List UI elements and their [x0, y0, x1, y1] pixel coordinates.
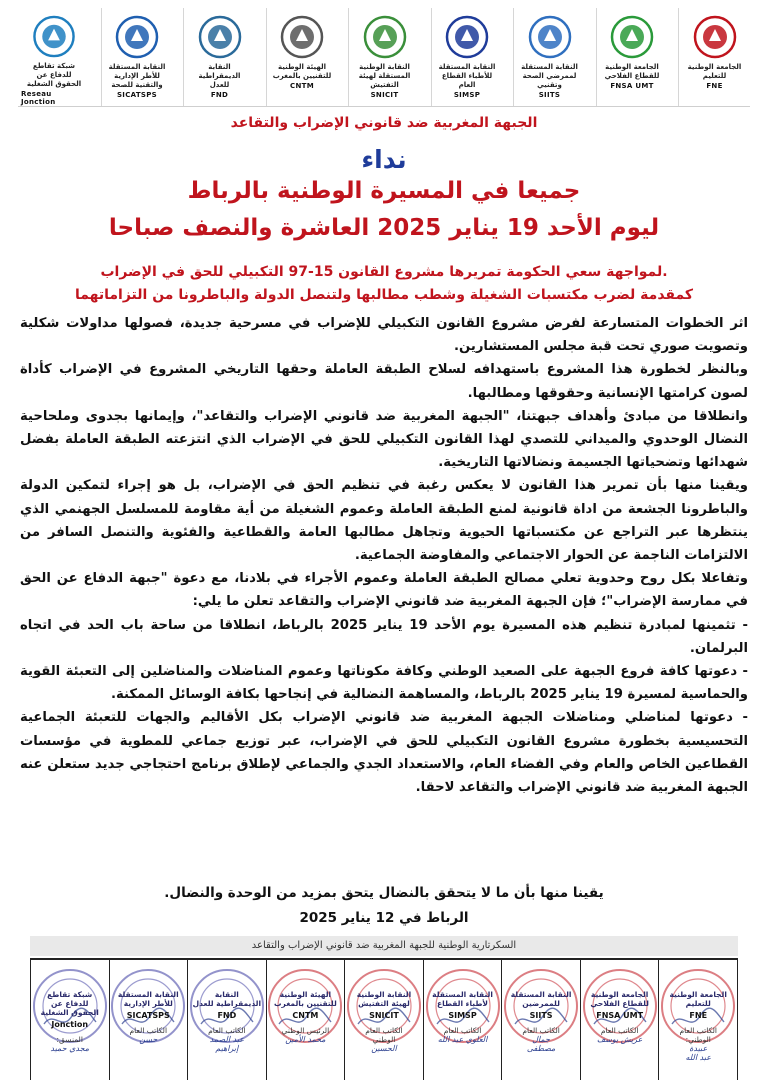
logo-name: النقابة المستقلة للأطباء القطاع العام [438, 63, 496, 89]
signatory-role: الكاتب العام [129, 1026, 168, 1035]
balance-emblem-icon [197, 14, 243, 60]
paragraph: اثر الخطوات المتسارعة لفرض مشروع القانون التكبيلي للإضراب في مسرحية جديدة، فصولها مداولات شكلية وتصويت صوري تحت قبة مجلس المستشارين. [20, 316, 748, 355]
signatory-name: عبيدة عبد الله [685, 1044, 711, 1062]
logo-name: النقابة المستقلة للأطر الإدارية والتقنية للصحة [108, 63, 166, 89]
signatory-role: المنسق: [56, 1035, 83, 1044]
paragraph: ويقينا منها بأن تمرير هذا القانون لا يعكس رغبة في تنظيم الحق في الإضراب، بل هو إجراء لتمكين الدولة والباطرونا الجشعة من اداة قانونية لمنع الطبقة العاملة وعموم الشغيلة من أية مقاومة للمسلسل الجهنمي الذي ينتظرها عبر التراجع عن مكتسباتها الحيوية وتجاهل مطالبها العامة والقطاعية والفئوية والتنصل السافر من الالتزامات الناجمة عن الحوار الاجتماعي والمفاوضة الجماعية. [20, 478, 748, 564]
org-logo [596, 8, 668, 106]
logo-code: Reseau Jonction [21, 90, 56, 106]
signatory-name: الحسين [371, 1044, 397, 1053]
logo-name: النقابة المستقلة لممرضي الصحة وتقنيي [521, 63, 578, 89]
place-date: الرباط في 12 يناير 2025 [299, 910, 469, 926]
signatory-name: مجدي حميد [50, 1044, 90, 1053]
signatory-code: SNICIT [369, 1011, 399, 1020]
paragraph: وانطلاقا من مبادئ وأهداف جبهتنا، "الجبهة المغربية ضد قانوني الإضراب والتقاعد"، وإيمانها بجدوى وملحاحية النضال الوحدوي والميداني للتصدي لهذا القانون التكبيلي للحق في الإضراب الذي انتزعته الطبقة العاملة بفضل شهدائها وتضحياتها الجسيمة ونضالاتها التاريخية. [20, 408, 748, 471]
signatory-code: FNE [689, 1011, 708, 1020]
signatory-role: الكاتب العام الوطني: [679, 1026, 717, 1044]
signatory-code: FNSA UMT [596, 1011, 644, 1020]
logo-code: FNE [706, 82, 723, 90]
logo-code: FNSA UMT [610, 82, 654, 90]
logo-code: CNTM [290, 82, 314, 90]
signatory-org: النقابة الوطنية لهيئة التفتيش [356, 990, 412, 1008]
statement-body [20, 312, 748, 799]
signature-table [30, 958, 738, 1080]
org-logo [101, 8, 173, 106]
signatory-name: عبد الصمد إبراهيم [209, 1035, 245, 1053]
signatory-name: محمد الأمين [285, 1035, 326, 1044]
org-logo [266, 8, 338, 106]
signatory-code: SIMSP [448, 1011, 477, 1020]
subtitle-1: لمواجهة سعي الحكومة تمريرها مشروع القانون 15-97 التكبيلي للحق في الإضراب. [100, 264, 668, 280]
signatory-code: SICATSPS [126, 1011, 170, 1020]
signatory-role: الكاتب العام الوطني [365, 1026, 403, 1044]
signatory-code: SIITS [529, 1011, 553, 1020]
signatory-name: عريش يوسف [596, 1035, 643, 1044]
signatory-cell [423, 960, 502, 1080]
paragraph: - دعوتها لمناضلي ومناضلات الجبهة المغربية ضد قانوني الإضراب بكل الأقاليم والجهات للتعبئة الجماعية التحسيسية بخطورة مشروع القانون التكبيلي للحق في الإضراب، عبر توزيع جماعي للمطوية في مؤسسات القطاعين الخاص والعام وفي الفضاء العام، والاستعداد الجدي والجماعي لإطلاق برنامج احتجاجي جديد ستعلن عنه الجبهة المغربية ضد قانوني الإضراب والتقاعد لاحقا. [20, 710, 748, 796]
signatory-name: حسن [139, 1035, 158, 1044]
headline-1: جميعا في المسيرة الوطنية بالرباط [187, 178, 581, 204]
front-name: الجبهة المغربية ضد قانوني الإضراب والتقاعد [230, 115, 538, 131]
logo-code: FND [210, 91, 229, 99]
logo-name: النقابة الديمقراطية للعدل [198, 63, 241, 89]
logo-name: شبكة تقاطع للدفاع عن الحقوق الشغلية [26, 62, 82, 88]
closing-line: يقينا منها بأن ما لا يتحقق بالنضال يتحق بمزيد من الوحدة والنضال. [164, 885, 604, 901]
signatory-code: Jonction [51, 1020, 89, 1029]
signatory-name: العلوي عبد الله [437, 1035, 488, 1044]
signatory-org: الجامعة الوطنية للتعليم [669, 990, 727, 1008]
subtitle-2: كمقدمة لضرب مكتسبات الشغيلة وشطب مطالبها ولتنصل الدولة والباطرونا من التزاماتهما [74, 287, 694, 303]
logo-name: النقابة الوطنية المستقلة لهيئة التفتيش [358, 63, 411, 89]
globe-emblem-icon [114, 14, 160, 60]
signatory-org: النقابة المستقلة للممرضين [510, 990, 572, 1008]
logo-code: SIITS [538, 91, 561, 99]
signatory-role: الكاتب العام [600, 1026, 639, 1035]
signatory-org: النقابة المستقلة للأطر الإدارية [117, 990, 179, 1008]
org-logo [431, 8, 503, 106]
signatory-cell [187, 960, 266, 1080]
signatory-role: الرئيس الوطني [281, 1026, 330, 1035]
wheat-emblem-icon [609, 14, 655, 60]
signatory-cell [30, 960, 109, 1080]
headline-2: ليوم الأحد 19 يناير 2025 العاشرة والنصف صباحا [108, 215, 660, 241]
org-logo [18, 8, 90, 106]
signatory-cell [658, 960, 738, 1080]
signatory-cell [109, 960, 188, 1080]
org-logo [183, 8, 255, 106]
logo-code: SIMSP [453, 91, 481, 99]
signatory-cell [501, 960, 580, 1080]
signatory-role: الكاتب العام [522, 1026, 560, 1035]
org-logo [513, 8, 585, 106]
signatory-cell [580, 960, 659, 1080]
logo-code: SICATSPS [116, 91, 158, 99]
org-logo [348, 8, 420, 106]
signatory-org: شبكة تقاطع للدفاع عن الحقوق الشغلية [40, 990, 99, 1017]
tech-emblem-icon [279, 14, 325, 60]
signatory-role: الكاتب العام [443, 1026, 482, 1035]
people-emblem-icon [362, 14, 408, 60]
health-emblem-icon [527, 14, 573, 60]
signatory-org: النقابة الديمقراطية للعدل [192, 990, 262, 1008]
caduceus-emblem-icon [444, 14, 490, 60]
network-emblem-icon [31, 14, 77, 59]
logo-code: SNICIT [370, 91, 399, 99]
paragraph: وبالنظر لخطورة هذا المشروع باستهدافه لسلاح الطبقة العاملة وحقها التاريخي المشروع في الإضراب كأداة لصون كرامتها الإنسانية وحقوقها ومطالبها. [20, 362, 748, 401]
signatory-org: الهيئة الوطنية للتقنيين بالمغرب [274, 990, 337, 1008]
org-logo [678, 8, 750, 106]
signatory-code: CNTM [292, 1011, 319, 1020]
call-title: نداء [361, 145, 407, 174]
logo-name: الهيئة الوطنية للتقنيين بالمغرب [272, 63, 332, 80]
paragraph: - تثمينها لمبادرة تنظيم هذه المسيرة يوم الأحد 19 يناير 2025 بالرباط، انطلاقا من ساحة باب الحد في اتجاه البرلمان. [20, 617, 748, 656]
signatory-cell [266, 960, 345, 1080]
logo-name: الجامعة الوطنية للقطاع الفلاحي [604, 63, 660, 80]
paragraph: وتفاعلا بكل روح وحدوية تعلي مصالح الطبقة العاملة وعموم الأجراء في بلادنا، مع دعوة "جبهة الدفاع عن الحق في ممارسة الإضراب"؛ فإن الجبهة المغربية ضد قانوني الإضراب والتقاعد تعلن ما يلي: [20, 571, 748, 610]
signatory-role: الكاتب العام [208, 1026, 246, 1035]
fist-emblem-icon [692, 14, 738, 60]
logo-name: الجامعة الوطنية للتعليم [687, 63, 742, 80]
signatory-org: النقابة المستقلة لأطباء القطاع [432, 990, 493, 1008]
signatory-cell [344, 960, 423, 1080]
header-logos [18, 8, 750, 107]
signatory-code: FND [217, 1011, 237, 1020]
signatory-name: جمال مصطفى [526, 1035, 556, 1053]
secretariat-title: السكرتارية الوطنية للجبهة المغربية ضد قانوني الإضراب والتقاعد [30, 936, 738, 956]
signatory-org: الجامعة الوطنية للقطاع الفلاحي [590, 990, 649, 1008]
paragraph: - دعوتها كافة فروع الجبهة على الصعيد الوطني وكافة مكوناتها وعموم المناضلات والمناضلين إلى التعبئة القوية والحماسية لمسيرة 19 يناير 2025 بالرباط، والمساهمة النضالية في إنجاحها بكافة الوسائل الممكنة. [20, 664, 748, 703]
